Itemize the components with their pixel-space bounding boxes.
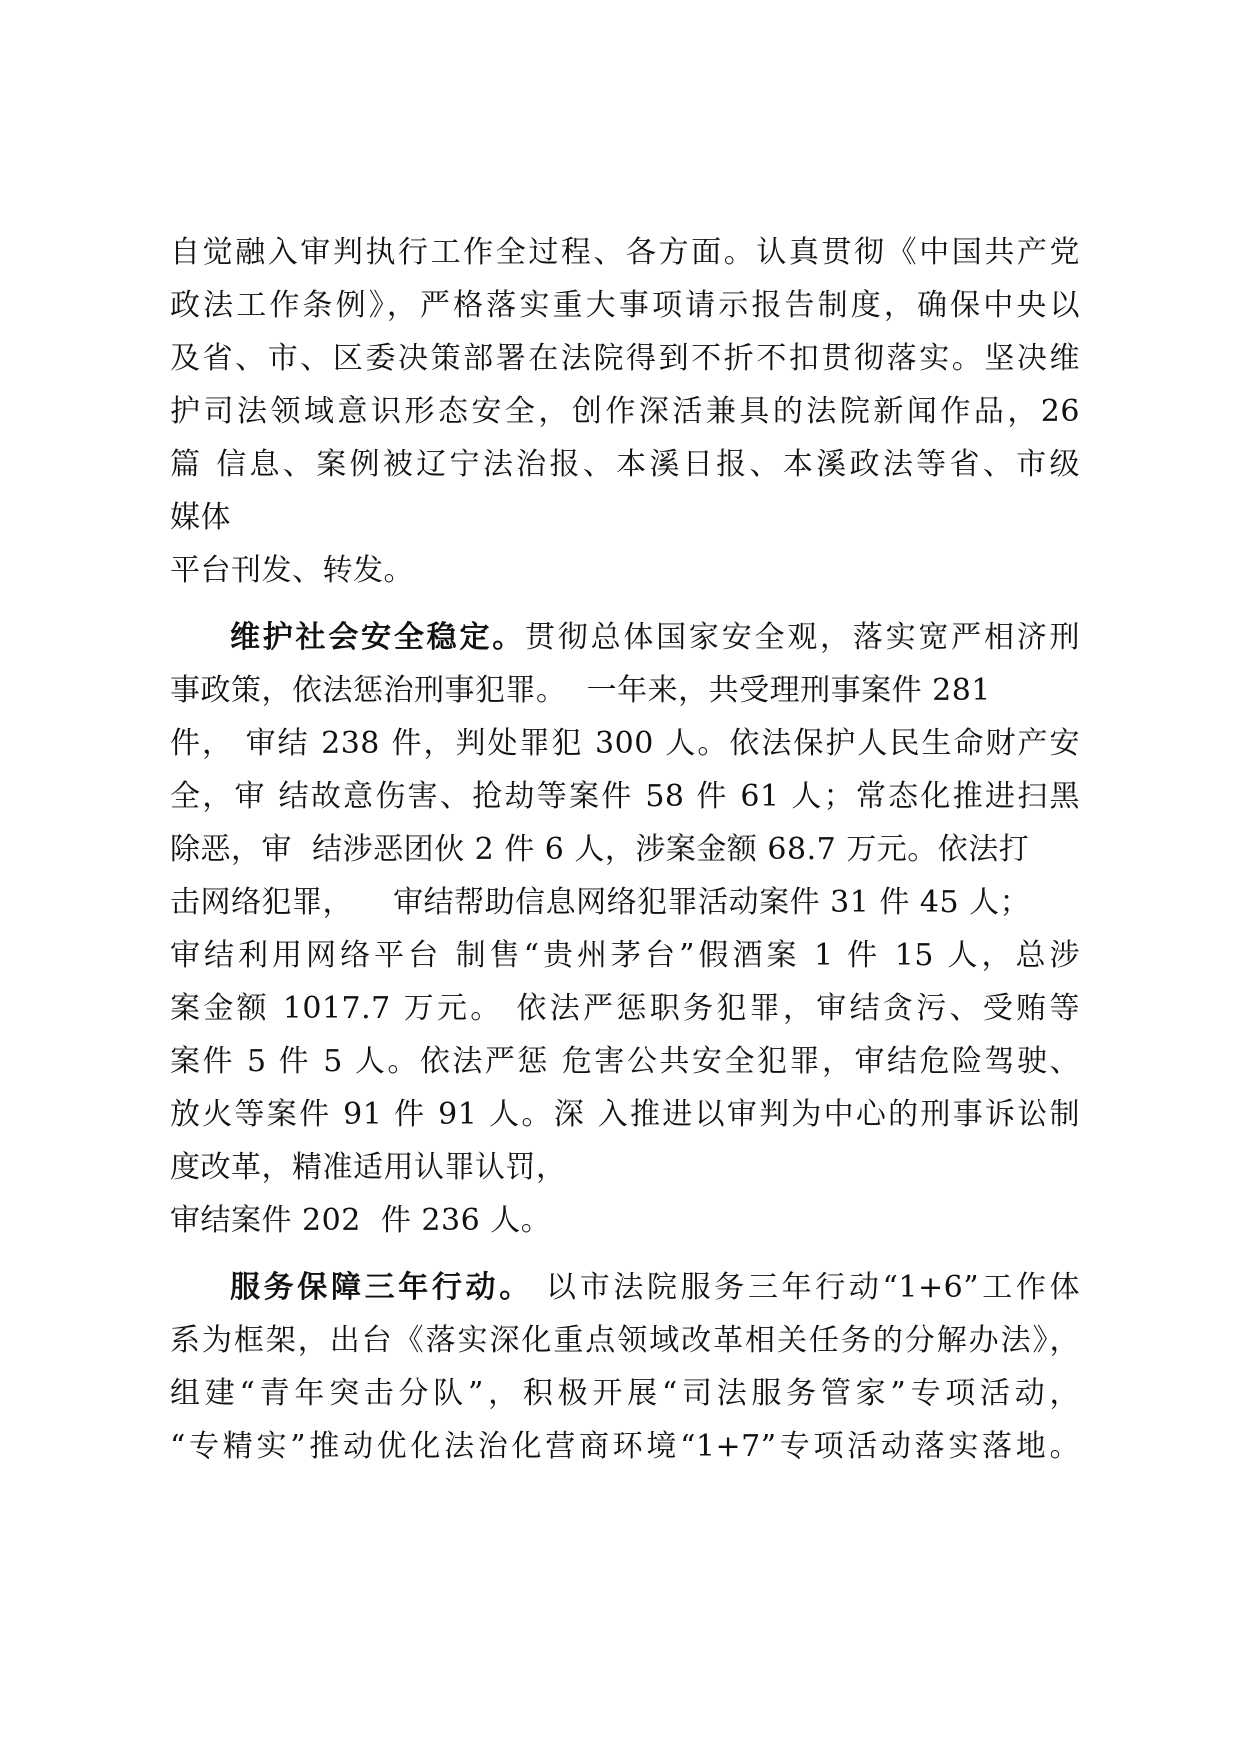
text-line: 度改革，精准适用认罪认罚， (170, 1150, 567, 1185)
text-line: 自觉融入审判执行工作全过程、各方面。认真贯彻《中国共产党 (170, 235, 1080, 270)
text-line: 审结案件 202 件 236 人。 (170, 1203, 552, 1238)
text-line: 篇 信息、案例被辽宁法治报、本溪日报、本溪政法等省、市级 (170, 447, 1080, 482)
text-line: 案件 5 件 5 人。依法严惩 危害公共安全犯罪，审结危险驾驶、 (170, 1044, 1080, 1079)
paragraph-party-leadership (170, 226, 1080, 597)
text-line (170, 1261, 1080, 1314)
text-line-content: 贯彻总体国家安全观，落实宽严相济刑 (525, 620, 1081, 655)
text-line: 系为框架，出台《落实深化重点领域改革相关任务的分解办法》， (170, 1323, 1080, 1358)
text-line: 护司法领域意识形态安全，创作深活兼具的法院新闻作品，26 (170, 394, 1080, 429)
section-heading: 服务保障三年行动。 (230, 1270, 533, 1305)
paragraph-social-security (170, 611, 1080, 1247)
text-line: 件， 审结 238 件，判处罪犯 300 人。依法保护人民生命财产安 (170, 726, 1080, 761)
text-line: 审结利用网络平台 制售“贵州茅台”假酒案 1 件 15 人，总涉 (170, 938, 1080, 973)
text-line (170, 611, 1080, 664)
text-line: 放火等案件 91 件 91 人。深 入推进以审判为中心的刑事诉讼制 (170, 1097, 1080, 1132)
text-line: 组建“青年突击分队”，积极开展“司法服务管家”专项活动， (170, 1376, 1080, 1411)
paragraph-service-action (170, 1261, 1080, 1473)
text-line: 事政策，依法惩治刑事犯罪。 一年来，共受理刑事案件 281 (170, 673, 991, 708)
text-line: 全，审 结故意伤害、抢劫等案件 58 件 61 人；常态化推进扫黑 (170, 779, 1080, 814)
text-line: 及省、市、区委决策部署在法院得到不折不扣贯彻落实。坚决维 (170, 341, 1080, 376)
text-line: 政法工作条例》，严格落实重大事项请示报告制度，确保中央以 (170, 288, 1080, 323)
text-line: 案金额 1017.7 万元。 依法严惩职务犯罪，审结贪污、受贿等 (170, 991, 1080, 1026)
text-line: 媒体 (170, 500, 231, 535)
text-line-content: 以市法院服务三年行动“1+6”工作体 (532, 1270, 1080, 1305)
text-line: 除恶，审 结涉恶团伙 2 件 6 人，涉案金额 68.7 万元。依法打 (170, 832, 1030, 867)
text-line: 击网络犯罪， 审结帮助信息网络犯罪活动案件 31 件 45 人； (170, 885, 1031, 920)
text-line: “专精实”推动优化法治化营商环境“1+7”专项活动落实落地。 (170, 1429, 1080, 1464)
text-line: 平台刊发、转发。 (170, 553, 414, 588)
section-heading: 维护社会安全稳定。 (230, 620, 526, 655)
document-body (170, 226, 1080, 1473)
